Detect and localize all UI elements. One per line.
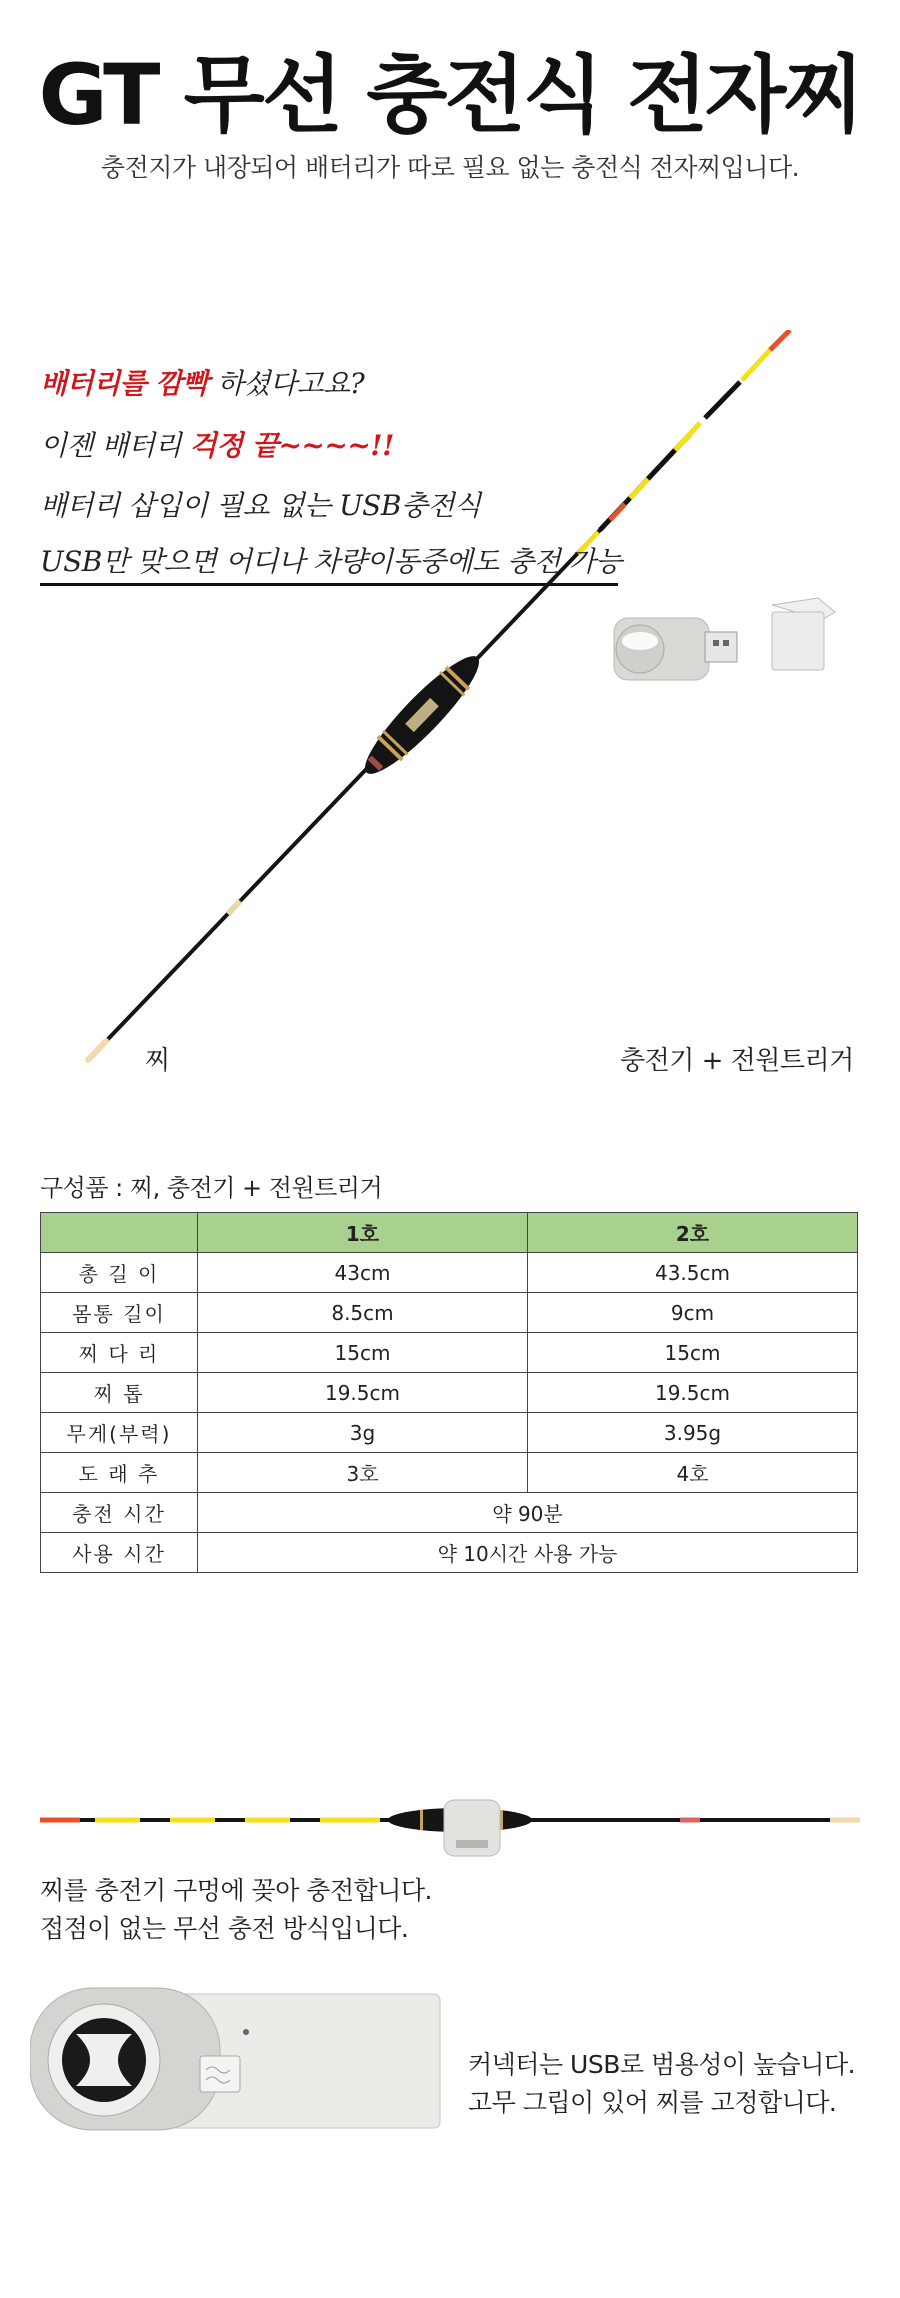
charging-description: [40, 1872, 432, 1948]
components-label: 구성품 : 찌, 충전기 + 전원트리거: [40, 1174, 383, 1202]
spec-row-label: 사용 시간: [41, 1533, 198, 1573]
spec-cell: 43.5cm: [528, 1253, 858, 1293]
spec-cell-merged: 약 90분: [198, 1493, 858, 1533]
spec-header-size-2: 2호: [528, 1213, 858, 1253]
promo-line-1-rest: 하셨다고요?: [208, 367, 365, 400]
spec-cell: 4호: [528, 1453, 858, 1493]
connector-closeup-image: [30, 1978, 450, 2138]
spec-cell: 3g: [198, 1413, 528, 1453]
spec-header-size-1: 1호: [198, 1213, 528, 1253]
page-subtitle: 충전지가 내장되어 배터리가 따로 필요 없는 충전식 전자찌입니다.: [100, 153, 800, 182]
connector-line-2: 고무 그립이 있어 찌를 고정합니다.: [468, 2088, 837, 2117]
table-row: [41, 1533, 858, 1573]
table-row: [41, 1493, 858, 1533]
spec-cell: 3.95g: [528, 1413, 858, 1453]
promo-line-4: USB만 맞으면 어디나 차량이동중에도 충전 가능: [40, 545, 622, 578]
promo-line-1: [40, 362, 364, 402]
spec-cell: 19.5cm: [528, 1373, 858, 1413]
promo-line-2: [40, 424, 394, 464]
table-row: [41, 1253, 858, 1293]
spec-table: [40, 1212, 858, 1573]
table-row: [41, 1453, 858, 1493]
spec-cell: 9cm: [528, 1293, 858, 1333]
table-row: [41, 1333, 858, 1373]
float-caption: 찌: [145, 1046, 171, 1076]
connector-description: [468, 2046, 855, 2122]
spec-row-label: 충전 시간: [41, 1493, 198, 1533]
promo-underline: [40, 583, 618, 586]
spec-cell: 3호: [198, 1453, 528, 1493]
connector-line-1: 커넥터는 USB로 범용성이 높습니다.: [468, 2050, 856, 2079]
table-row: [41, 1413, 858, 1453]
spec-cell: 15cm: [528, 1333, 858, 1373]
charger-caption: 충전기 + 전원트리거: [620, 1046, 854, 1076]
spec-cell: 43cm: [198, 1253, 528, 1293]
spec-table-header-row: [41, 1213, 858, 1253]
spec-row-label: 몸통 길이: [41, 1293, 198, 1333]
promo-line-3: 배터리 삽입이 필요 없는 USB충전식: [40, 489, 481, 522]
power-trigger-image: [772, 598, 835, 670]
spec-row-label: 도 래 추: [41, 1453, 198, 1493]
spec-cell: 8.5cm: [198, 1293, 528, 1333]
spec-row-label: 무게(부력): [41, 1413, 198, 1453]
promo-line-2-red: 걱정 끝~~~~!!: [189, 429, 394, 462]
charging-line-1: 찌를 충전기 구멍에 꽂아 충전합니다.: [40, 1876, 432, 1905]
spec-cell: 19.5cm: [198, 1373, 528, 1413]
charger-image: [614, 618, 737, 680]
promo-line-2-pre: 이젠 배터리: [40, 429, 190, 462]
spec-cell-merged: 약 10시간 사용 가능: [198, 1533, 858, 1573]
spec-header-blank: [41, 1213, 198, 1253]
spec-row-label: 찌 톱: [41, 1373, 198, 1413]
spec-row-label: 찌 다 리: [41, 1333, 198, 1373]
spec-row-label: 총 길 이: [41, 1253, 198, 1293]
table-row: [41, 1293, 858, 1333]
charging-line-2: 접점이 없는 무선 충전 방식입니다.: [40, 1914, 409, 1943]
table-row: [41, 1373, 858, 1413]
spec-cell: 15cm: [198, 1333, 528, 1373]
promo-line-1-red: 배터리를 깜빡: [40, 367, 209, 400]
charging-illustration: [0, 1770, 900, 1880]
page-title: GT 무선 충전식 전자찌: [38, 46, 862, 144]
